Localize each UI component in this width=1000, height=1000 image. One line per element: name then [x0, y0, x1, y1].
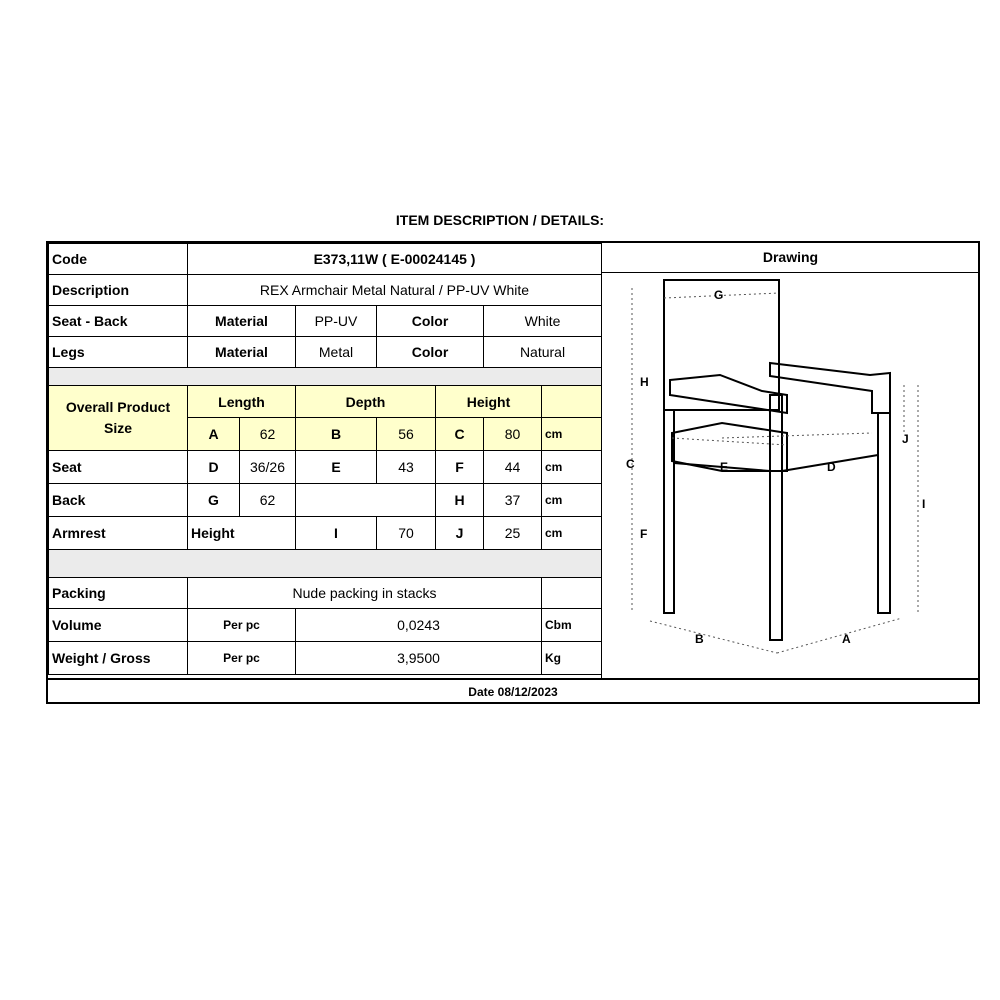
legs-color-label: Color: [377, 337, 484, 368]
weight-label: Weight / Gross: [49, 642, 188, 675]
overall-header-row: [49, 386, 602, 418]
key-i: I: [296, 517, 377, 550]
overall-label: Overall Product Size: [49, 386, 188, 451]
legs-material: Metal: [296, 337, 377, 368]
value-g: 62: [240, 484, 296, 517]
label-b: B: [695, 632, 704, 646]
chair-drawing: [602, 273, 979, 678]
length-header: Length: [188, 386, 296, 418]
code-label: Code: [49, 244, 188, 275]
armrest-height-label: Height: [188, 517, 296, 550]
back-label: Back: [49, 484, 188, 517]
volume-value: 0,0243: [296, 609, 542, 642]
seat-back-color-label: Color: [377, 306, 484, 337]
seat-label: Seat: [49, 451, 188, 484]
seat-back-row: [49, 306, 602, 337]
description-row: [49, 275, 602, 306]
value-j: 25: [484, 517, 542, 550]
seat-row: [49, 451, 602, 484]
key-h: H: [436, 484, 484, 517]
description-value: REX Armchair Metal Natural / PP-UV White: [188, 275, 602, 306]
back-unit: cm: [542, 484, 602, 517]
value-c: 80: [484, 418, 542, 451]
spec-table: [48, 243, 602, 675]
armrest-label: Armrest: [49, 517, 188, 550]
armrest-row: [49, 517, 602, 550]
weight-per: Per pc: [188, 642, 296, 675]
label-e: E: [720, 460, 729, 474]
seat-back-material: PP-UV: [296, 306, 377, 337]
value-f: 44: [484, 451, 542, 484]
value-i: 70: [377, 517, 436, 550]
key-c: C: [436, 418, 484, 451]
legs-color: Natural: [484, 337, 602, 368]
packing-row: [49, 578, 602, 609]
overall-unit: cm: [542, 418, 602, 451]
height-header: Height: [436, 386, 542, 418]
volume-per: Per pc: [188, 609, 296, 642]
back-row: [49, 484, 602, 517]
weight-unit: Kg: [542, 642, 602, 675]
spec-sheet: [46, 241, 980, 704]
armrest-unit: cm: [542, 517, 602, 550]
seat-back-label: Seat - Back: [49, 306, 188, 337]
value-e: 43: [377, 451, 436, 484]
packing-label: Packing: [49, 578, 188, 609]
code-value: E373,11W ( E-00024145 ): [188, 244, 602, 275]
spacer-row: [49, 550, 602, 578]
drawing-title: Drawing: [602, 243, 979, 273]
value-h: 37: [484, 484, 542, 517]
label-i: I: [922, 497, 926, 511]
value-b: 56: [377, 418, 436, 451]
key-a: A: [188, 418, 240, 451]
label-d: D: [827, 460, 836, 474]
key-b: B: [296, 418, 377, 451]
drawing-panel: [601, 243, 979, 678]
legs-label: Legs: [49, 337, 188, 368]
depth-header: Depth: [296, 386, 436, 418]
weight-row: [49, 642, 602, 675]
packing-value: Nude packing in stacks: [188, 578, 542, 609]
volume-label: Volume: [49, 609, 188, 642]
key-f: F: [436, 451, 484, 484]
weight-value: 3,9500: [296, 642, 542, 675]
label-f: F: [640, 527, 648, 541]
code-row: [49, 244, 602, 275]
label-h: H: [640, 375, 649, 389]
volume-row: [49, 609, 602, 642]
spacer-row: [49, 368, 602, 386]
footer-date: Date 08/12/2023: [48, 678, 978, 704]
label-c: C: [626, 457, 635, 471]
volume-unit: Cbm: [542, 609, 602, 642]
page-title: ITEM DESCRIPTION / DETAILS:: [395, 212, 605, 228]
seat-back-material-label: Material: [188, 306, 296, 337]
legs-row: [49, 337, 602, 368]
seat-unit: cm: [542, 451, 602, 484]
key-d: D: [188, 451, 240, 484]
description-label: Description: [49, 275, 188, 306]
key-g: G: [188, 484, 240, 517]
value-d: 36/26: [240, 451, 296, 484]
seat-back-color: White: [484, 306, 602, 337]
key-j: J: [436, 517, 484, 550]
label-a: A: [842, 632, 851, 646]
label-j: J: [902, 432, 909, 446]
leg-back-right: [878, 413, 890, 613]
value-a: 62: [240, 418, 296, 451]
key-e: E: [296, 451, 377, 484]
legs-material-label: Material: [188, 337, 296, 368]
label-g: G: [714, 288, 724, 302]
